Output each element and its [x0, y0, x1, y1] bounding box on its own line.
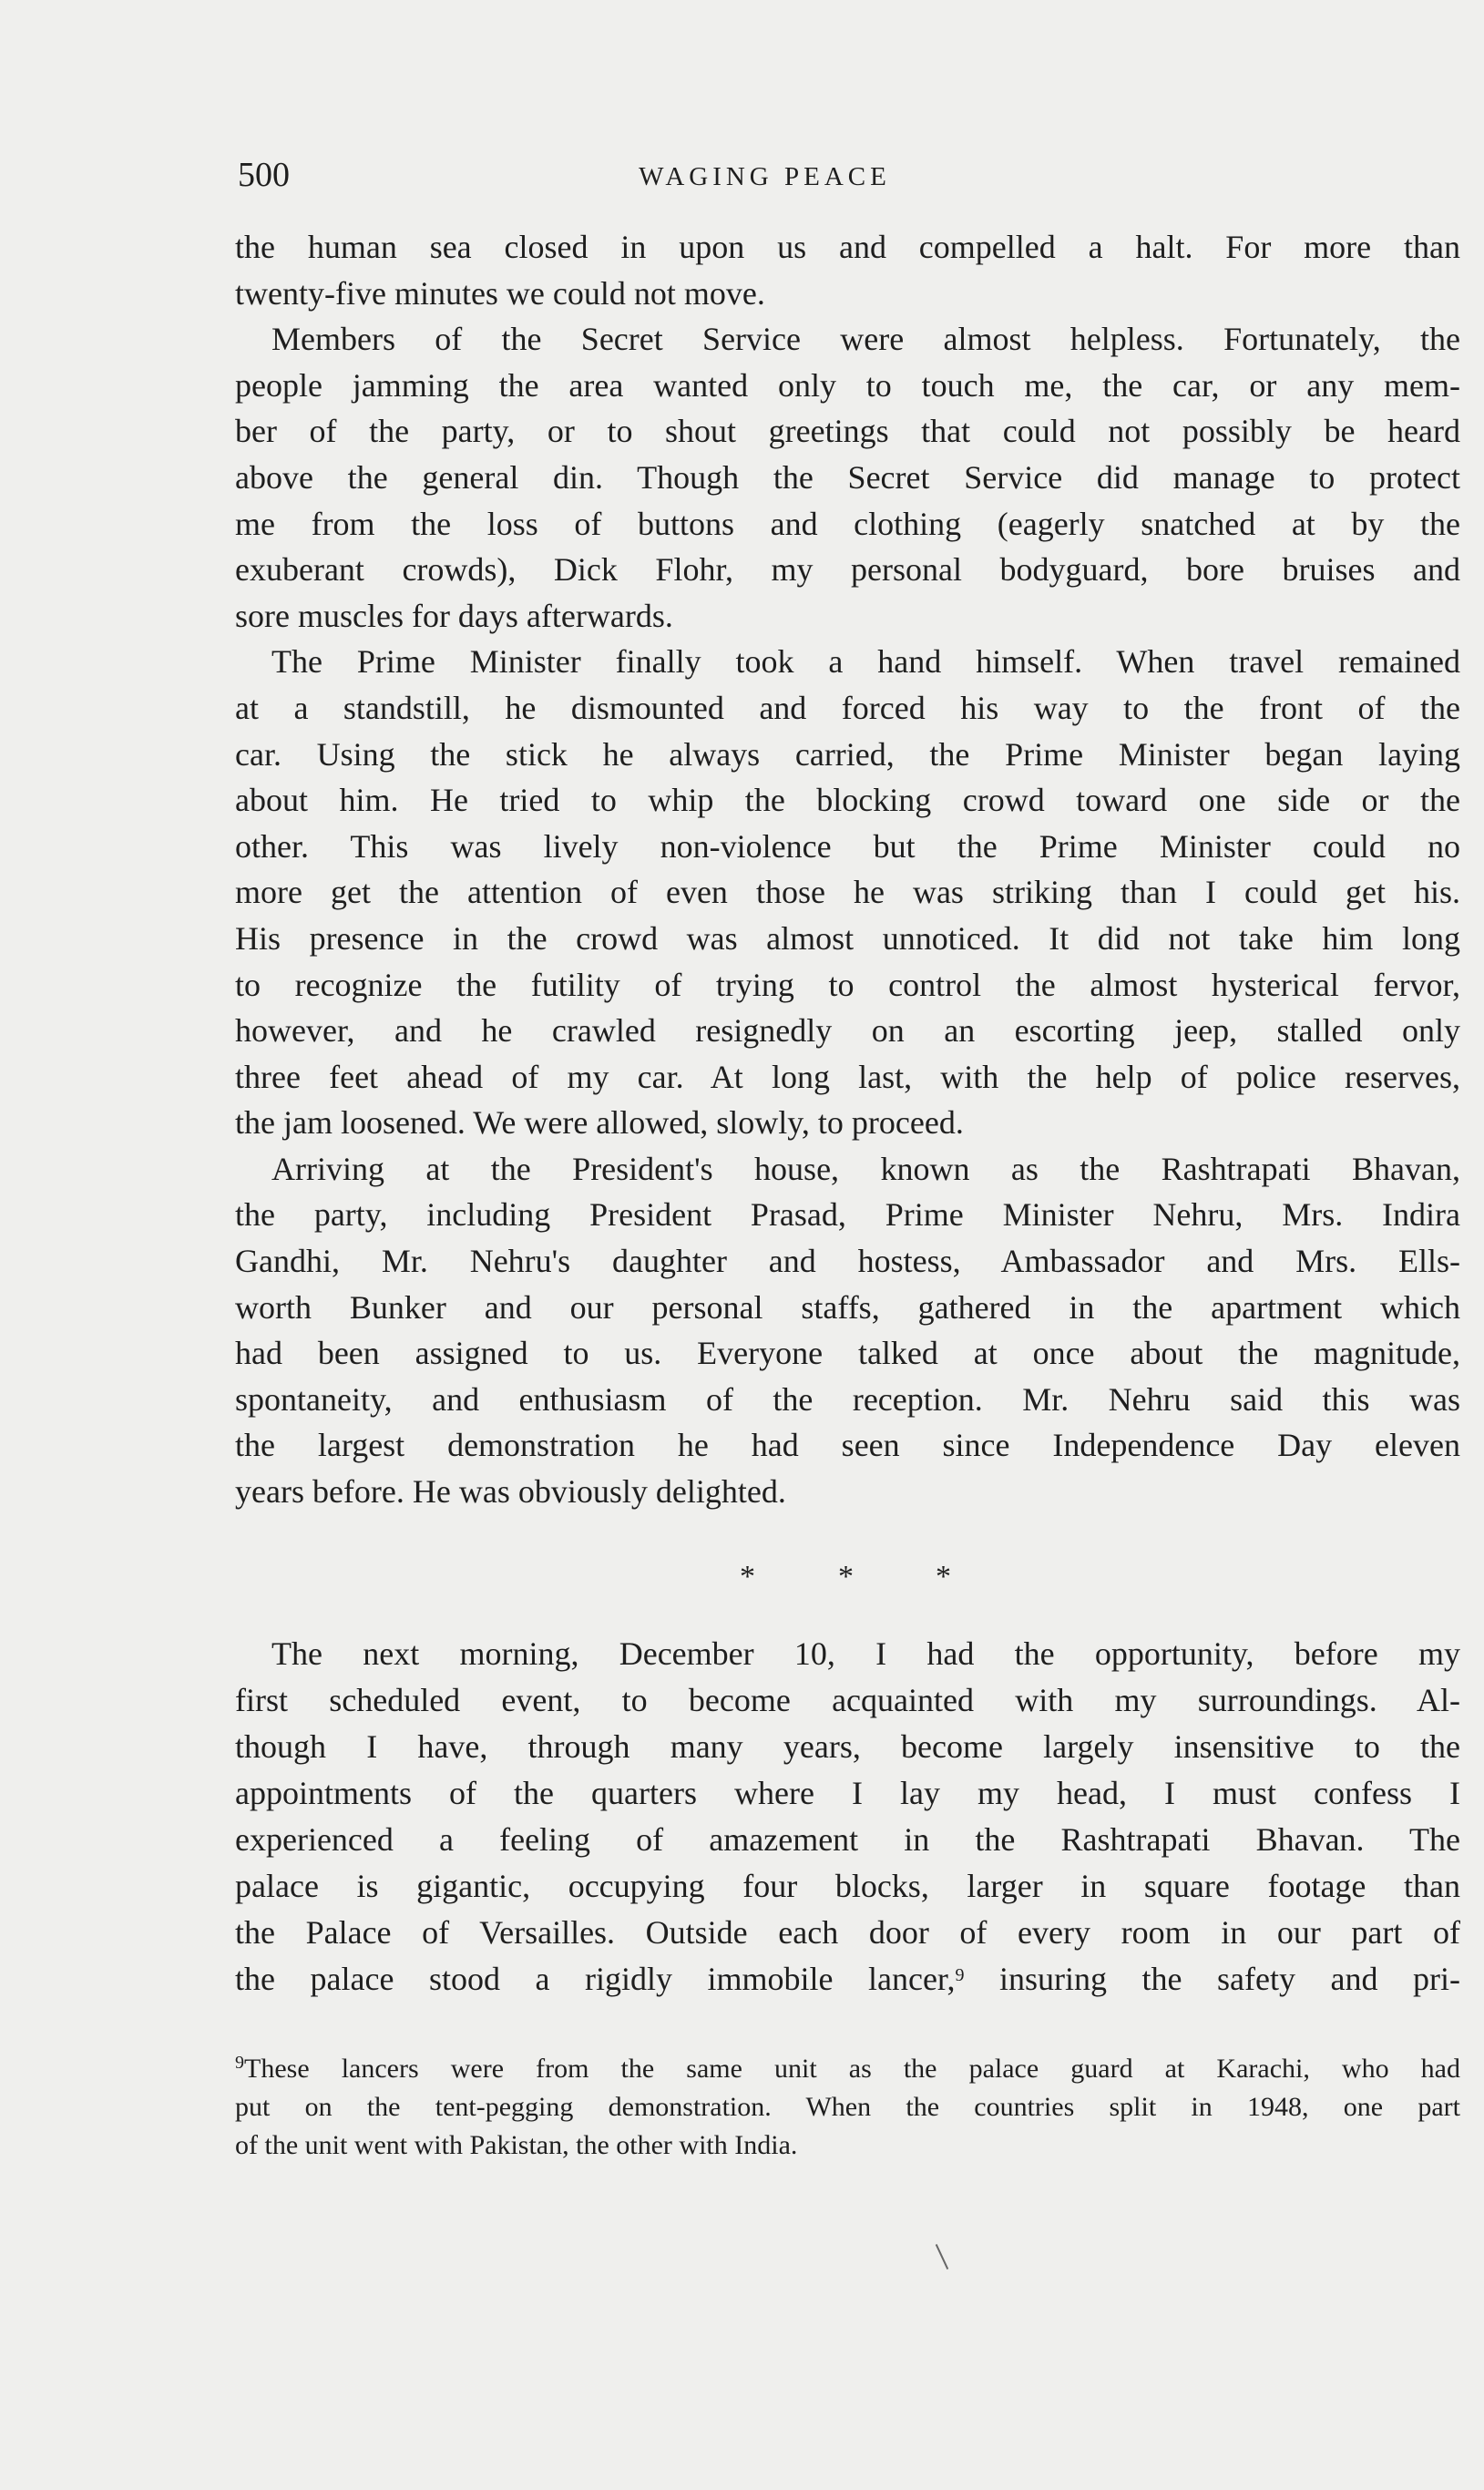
text-line-content: The Prime Minister finally took a hand himself. When travel remained: [271, 643, 1460, 681]
text-line: [235, 962, 1460, 1009]
text-line-content: above the general din. Though the Secret Service did manage to protect: [235, 458, 1460, 496]
text-line-content: people jamming the area wanted only to touch me, the car, or any mem-: [235, 366, 1460, 404]
text-line: [235, 685, 1460, 732]
page-number: 500: [238, 156, 290, 194]
text-line-content: the jam loosened. We were allowed, slowly, to proceed.: [235, 1104, 964, 1142]
pencil-mark: [936, 2244, 948, 2270]
text-line: [235, 824, 1460, 870]
text-line-content: years before. He was obviously delighted.: [235, 1473, 786, 1511]
text-line: [235, 1192, 1460, 1238]
section-break-star: *: [838, 1560, 854, 1593]
text-line: [235, 271, 1460, 317]
text-line: [235, 593, 1460, 640]
text-line-content: to recognize the futility of trying to control the almost hysterical fervor,: [235, 966, 1460, 1003]
text-line: [235, 1770, 1460, 1817]
text-line-content: more get the attention of even those he was striking than I could get his.: [235, 874, 1460, 911]
text-line-content: however, and he crawled resignedly on an escorting jeep, stalled only: [235, 1012, 1460, 1050]
text-line-content: appointments of the quarters where I lay my head, I must confess I: [235, 1775, 1460, 1811]
text-line-content: at a standstill, he dismounted and forced his way to the front of the: [235, 689, 1460, 726]
text-line: [235, 1631, 1460, 1677]
text-line: [235, 316, 1460, 363]
text-line: [235, 1377, 1460, 1423]
text-line: [235, 1054, 1460, 1101]
text-line-content: His presence in the crowd was almost unnoticed. It did not take him long: [235, 919, 1460, 957]
text-line-content: spontaneity, and enthusiasm of the reception. Mr. Nehru said this was: [235, 1380, 1460, 1418]
text-line-content: other. This was lively non-violence but the Prime Minister could no: [235, 827, 1460, 865]
text-line-content: worth Bunker and our personal staffs, gathered in the apartment which: [235, 1288, 1460, 1326]
text-line: [235, 1677, 1460, 1724]
text-line: [235, 1238, 1460, 1285]
text-line: [235, 916, 1460, 962]
text-line-content: had been assigned to us. Everyone talked at once about the magnitude,: [235, 1335, 1460, 1372]
text-line: [235, 1469, 1460, 1515]
running-title: WAGING PEACE: [639, 162, 891, 191]
footnote: [235, 2050, 1460, 2165]
text-line: [235, 1146, 1460, 1193]
text-line-content: first scheduled event, to become acquainted with my surroundings. Al-: [235, 1682, 1460, 1718]
text-line: [235, 455, 1460, 501]
text-line-content: car. Using the stick he always carried, the Prime Minister began laying: [235, 735, 1460, 773]
text-line-content: three feet ahead of my car. At long last, with the help of police reserves,: [235, 1058, 1460, 1095]
text-line-content: palace is gigantic, occupying four blocks, larger in square footage than: [235, 1868, 1460, 1904]
text-line-content: insuring the safety and pri-: [964, 1961, 1460, 1997]
footnote-line: put on the tent-pegging demonstration. When the countries split in 1948, one part: [235, 2092, 1460, 2122]
text-line-content: the human sea closed in upon us and compelled a halt. For more than: [235, 229, 1460, 265]
text-line-content: about him. He tried to whip the blocking crowd toward one side or the: [235, 782, 1460, 819]
footnote-text: These lancers were from the same unit as the palace guard at Karachi, who had: [244, 2054, 1460, 2084]
footnote-line: of the unit went with Pakistan, the other with India.: [235, 2130, 798, 2160]
text-line: [235, 1008, 1460, 1054]
text-line: [235, 547, 1460, 593]
text-line-content: me from the loss of buttons and clothing (eagerly snatched at by the: [235, 505, 1460, 542]
text-line-content: Gandhi, Mr. Nehru's daughter and hostess, Ambassador and Mrs. Ells-: [235, 1243, 1460, 1280]
text-line: [235, 408, 1460, 455]
text-line: [235, 363, 1460, 409]
text-line-content: ber of the party, or to shout greetings that could not possibly be heard: [235, 413, 1460, 450]
text-line: [235, 1817, 1460, 1863]
text-line: [235, 777, 1460, 824]
section-break-star: *: [936, 1560, 951, 1593]
text-line-content: Members of the Secret Service were almost helpless. Fortunately, the: [271, 321, 1460, 358]
text-line: [235, 1285, 1460, 1331]
text-line: [235, 501, 1460, 548]
body-text-part1: [235, 224, 1460, 1515]
footnote-line: [235, 2050, 1460, 2088]
footnote-marker: 9: [235, 2053, 244, 2073]
text-line-content: Arriving at the President's house, known as the Rashtrapati Bhavan,: [271, 1150, 1460, 1187]
text-line-content: the party, including President Prasad, Prime Minister Nehru, Mrs. Indira: [235, 1196, 1460, 1234]
text-line-content: twenty-five minutes we could not move.: [235, 274, 765, 312]
text-line-content: experienced a feeling of amazement in the Rashtrapati Bhavan. The: [235, 1821, 1460, 1858]
text-line-content: the palace stood a rigidly immobile lancer,: [235, 1961, 956, 1997]
text-line: [235, 1100, 1460, 1146]
text-line-content: the Palace of Versailles. Outside each door of every room in our part of: [235, 1914, 1460, 1951]
text-line: [235, 1724, 1460, 1770]
text-line: [235, 1422, 1460, 1469]
text-line-content: the largest demonstration he had seen since Independence Day eleven: [235, 1427, 1460, 1464]
text-line: [235, 224, 1460, 271]
text-line-content: The next morning, December 10, I had the opportunity, before my: [271, 1635, 1460, 1672]
text-line: [235, 1330, 1460, 1377]
section-break-star: *: [740, 1560, 755, 1593]
body-text-part2: [235, 1631, 1460, 2003]
text-line-content: exuberant crowds), Dick Flohr, my personal bodyguard, bore bruises and: [235, 551, 1460, 589]
text-line-content: though I have, through many years, become largely insensitive to the: [235, 1728, 1460, 1765]
text-line: [235, 869, 1460, 916]
text-line-content: sore muscles for days afterwards.: [235, 597, 673, 634]
text-line: [235, 732, 1460, 778]
text-line: [235, 1910, 1460, 1956]
text-line: [235, 1956, 1460, 2003]
footnote-reference: 9: [955, 1965, 965, 1985]
text-line: [235, 639, 1460, 685]
text-line: [235, 1863, 1460, 1910]
